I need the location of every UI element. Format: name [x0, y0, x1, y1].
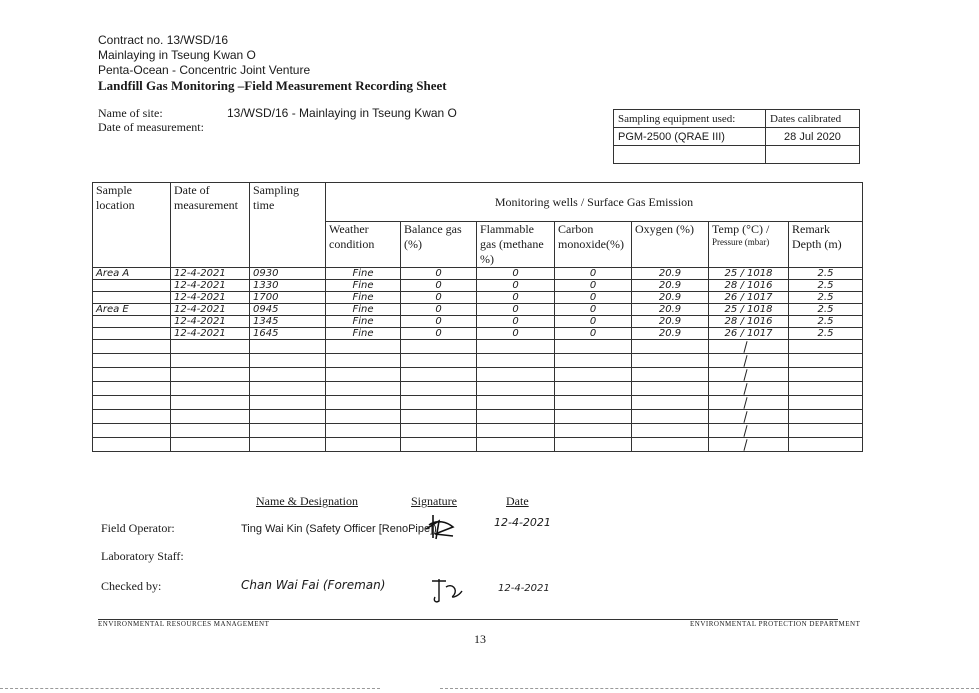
calibrated-empty-cell [766, 146, 860, 164]
cell-carbon: 0 [555, 328, 632, 340]
cell-weather: Fine [326, 280, 401, 292]
empty-row [93, 382, 863, 396]
temp-slash-mark [743, 425, 747, 437]
table-row [93, 304, 863, 316]
empty-cell [93, 410, 171, 424]
date-of-measurement-label: Date of measurement: [98, 120, 204, 134]
footer-left [98, 620, 269, 628]
empty-cell [632, 438, 709, 452]
checked-by-date: 12-4-2021 [498, 583, 550, 594]
cell-carbon: 0 [555, 280, 632, 292]
cell-temp-pressure: 25 / 1018 [709, 268, 789, 280]
empty-cell [477, 368, 555, 382]
empty-cell [326, 382, 401, 396]
scan-artifact-right [440, 688, 979, 690]
empty-cell [401, 382, 477, 396]
empty-cell [326, 410, 401, 424]
header-remark-depth: Remark Depth (m) [789, 222, 863, 268]
empty-cell [326, 424, 401, 438]
empty-cell [401, 354, 477, 368]
calibrated-header: Dates calibrated [766, 110, 860, 128]
header-balance-gas: Balance gas (%) [401, 222, 477, 268]
empty-cell [709, 354, 789, 368]
project-name: Mainlaying in Tseung Kwan O [98, 48, 256, 62]
field-operator-date: 12-4-2021 [494, 516, 551, 529]
cell-weather: Fine [326, 268, 401, 280]
empty-cell [709, 410, 789, 424]
cell-location: Area E [93, 304, 171, 316]
cell-time: 1330 [250, 280, 326, 292]
cell-flammable: 0 [477, 280, 555, 292]
empty-cell [555, 410, 632, 424]
site-name-value: 13/WSD/16 - Mainlaying in Tseung Kwan O [227, 106, 457, 120]
empty-cell [477, 382, 555, 396]
cell-flammable: 0 [477, 292, 555, 304]
cell-oxygen: 20.9 [632, 268, 709, 280]
cell-balance: 0 [401, 316, 477, 328]
empty-cell [93, 396, 171, 410]
empty-cell [326, 438, 401, 452]
temp-slash-mark [743, 341, 747, 353]
cell-flammable: 0 [477, 304, 555, 316]
cell-location [93, 328, 171, 340]
empty-row [93, 340, 863, 354]
empty-cell [326, 396, 401, 410]
empty-cell [326, 368, 401, 382]
table-row [93, 280, 863, 292]
cell-location [93, 316, 171, 328]
empty-cell [401, 396, 477, 410]
cell-weather: Fine [326, 304, 401, 316]
temp-slash-mark [743, 439, 747, 451]
cell-oxygen: 20.9 [632, 292, 709, 304]
cell-depth: 2.5 [789, 316, 863, 328]
cell-depth: 2.5 [789, 280, 863, 292]
empty-row [93, 410, 863, 424]
cell-date: 12-4-2021 [171, 268, 250, 280]
temp-slash-mark [743, 397, 747, 409]
empty-row [93, 438, 863, 452]
empty-cell [171, 410, 250, 424]
empty-cell [250, 438, 326, 452]
equipment-header: Sampling equipment used: [614, 110, 766, 128]
cell-flammable: 0 [477, 268, 555, 280]
empty-cell [477, 410, 555, 424]
cell-balance: 0 [401, 304, 477, 316]
empty-cell [171, 368, 250, 382]
signoff-signature-header: Signature [411, 494, 457, 508]
empty-row [93, 424, 863, 438]
empty-cell [555, 424, 632, 438]
cell-weather: Fine [326, 316, 401, 328]
header-date-of-measurement: Date of measurement [171, 183, 250, 268]
header-flammable-gas: Flammable gas (methane %) [477, 222, 555, 268]
measurement-table [92, 182, 863, 452]
empty-cell [555, 438, 632, 452]
temp-slash-mark [743, 355, 747, 367]
empty-cell [632, 368, 709, 382]
empty-cell [789, 438, 863, 452]
cell-time: 0930 [250, 268, 326, 280]
site-name-label: Name of site: [98, 106, 163, 120]
footer-right: ENVIRONMENTAL PROTECTION DEPARTMENT [690, 620, 861, 628]
empty-cell [789, 354, 863, 368]
empty-cell [93, 438, 171, 452]
calibrated-value: 28 Jul 2020 [766, 128, 860, 146]
empty-cell [477, 438, 555, 452]
empty-cell [93, 368, 171, 382]
cell-flammable: 0 [477, 316, 555, 328]
empty-cell [632, 382, 709, 396]
cell-time: 1700 [250, 292, 326, 304]
empty-cell [709, 368, 789, 382]
header-sample-location: Sample location [93, 183, 171, 268]
cell-location [93, 280, 171, 292]
cell-balance: 0 [401, 292, 477, 304]
cell-time: 1645 [250, 328, 326, 340]
empty-cell [171, 396, 250, 410]
cell-depth: 2.5 [789, 292, 863, 304]
empty-cell [789, 368, 863, 382]
cell-weather: Fine [326, 292, 401, 304]
equipment-table [613, 109, 860, 164]
empty-cell [632, 410, 709, 424]
temp-slash-mark [743, 369, 747, 381]
contractor-name: Penta-Ocean - Concentric Joint Venture [98, 63, 311, 77]
cell-weather: Fine [326, 328, 401, 340]
empty-cell [709, 340, 789, 354]
table-row [93, 292, 863, 304]
cell-temp-pressure: 26 / 1017 [709, 292, 789, 304]
temp-slash-mark [743, 383, 747, 395]
field-operator-name: Ting Wai Kin (Safety Officer [RenoPipe]) [241, 523, 437, 535]
empty-cell [250, 424, 326, 438]
empty-cell [326, 354, 401, 368]
header-temp-pressure [709, 222, 789, 268]
header-monitoring-group: Monitoring wells / Surface Gas Emission [326, 183, 863, 222]
cell-depth: 2.5 [789, 268, 863, 280]
empty-cell [555, 396, 632, 410]
cell-oxygen: 20.9 [632, 328, 709, 340]
cell-temp-pressure: 28 / 1016 [709, 316, 789, 328]
cell-date: 12-4-2021 [171, 328, 250, 340]
empty-cell [632, 340, 709, 354]
empty-cell [171, 438, 250, 452]
empty-cell [477, 354, 555, 368]
cell-location [93, 292, 171, 304]
empty-cell [250, 382, 326, 396]
cell-carbon: 0 [555, 304, 632, 316]
header-oxygen: Oxygen (%) [632, 222, 709, 268]
empty-cell [93, 340, 171, 354]
empty-cell [93, 382, 171, 396]
empty-cell [709, 382, 789, 396]
empty-cell [632, 354, 709, 368]
cell-date: 12-4-2021 [171, 316, 250, 328]
cell-carbon: 0 [555, 292, 632, 304]
empty-cell [326, 340, 401, 354]
cell-balance: 0 [401, 328, 477, 340]
checked-by-name: Chan Wai Fai (Foreman) [241, 578, 386, 592]
signoff-name-header: Name & Designation [256, 494, 358, 508]
cell-date: 12-4-2021 [171, 280, 250, 292]
empty-cell [401, 340, 477, 354]
empty-row [93, 354, 863, 368]
cell-date: 12-4-2021 [171, 292, 250, 304]
empty-cell [789, 410, 863, 424]
empty-cell [709, 396, 789, 410]
empty-row [93, 396, 863, 410]
empty-cell [555, 340, 632, 354]
empty-cell [632, 424, 709, 438]
cell-temp-pressure: 28 / 1016 [709, 280, 789, 292]
empty-cell [632, 396, 709, 410]
header-weather: Weather condition [326, 222, 401, 268]
empty-cell [93, 354, 171, 368]
empty-cell [171, 354, 250, 368]
empty-cell [250, 354, 326, 368]
empty-cell [93, 424, 171, 438]
equipment-empty-cell [614, 146, 766, 164]
cell-depth: 2.5 [789, 328, 863, 340]
field-operator-signature [423, 512, 459, 542]
empty-row [93, 368, 863, 382]
cell-depth: 2.5 [789, 304, 863, 316]
empty-cell [401, 438, 477, 452]
cell-time: 0945 [250, 304, 326, 316]
cell-temp-pressure: 25 / 1018 [709, 304, 789, 316]
table-row [93, 268, 863, 280]
page-number: 13 [474, 632, 486, 646]
header-sampling-time: Sampling time [250, 183, 326, 268]
empty-cell [250, 410, 326, 424]
scan-artifact-left [0, 688, 380, 690]
temp-slash-mark [743, 411, 747, 423]
cell-oxygen: 20.9 [632, 316, 709, 328]
cell-location: Area A [93, 268, 171, 280]
cell-oxygen: 20.9 [632, 280, 709, 292]
contract-number: Contract no. 13/WSD/16 [98, 33, 229, 47]
signoff-date-header: Date [506, 494, 529, 508]
laboratory-staff-label: Laboratory Staff: [101, 549, 184, 563]
empty-cell [401, 368, 477, 382]
footer-left-text: ENVIRONMENTAL RESOURCES MANAGEMENT [98, 620, 270, 628]
sheet-title: Landfill Gas Monitoring –Field Measurement Recording Sheet [98, 78, 447, 93]
empty-cell [709, 438, 789, 452]
cell-carbon: 0 [555, 268, 632, 280]
empty-cell [171, 382, 250, 396]
cell-oxygen: 20.9 [632, 304, 709, 316]
header-temp: Temp (°C) / [712, 222, 770, 236]
empty-cell [789, 340, 863, 354]
checked-by-signature [428, 574, 468, 604]
empty-cell [477, 424, 555, 438]
cell-time: 1345 [250, 316, 326, 328]
empty-cell [250, 368, 326, 382]
equipment-value: PGM-2500 (QRAE III) [614, 128, 766, 146]
empty-cell [250, 396, 326, 410]
empty-cell [555, 368, 632, 382]
empty-cell [789, 382, 863, 396]
empty-cell [789, 424, 863, 438]
table-row [93, 328, 863, 340]
empty-cell [709, 424, 789, 438]
empty-cell [555, 382, 632, 396]
cell-balance: 0 [401, 268, 477, 280]
empty-cell [401, 424, 477, 438]
empty-cell [789, 396, 863, 410]
table-row [93, 316, 863, 328]
empty-cell [477, 340, 555, 354]
empty-cell [250, 340, 326, 354]
cell-balance: 0 [401, 280, 477, 292]
cell-flammable: 0 [477, 328, 555, 340]
field-operator-label: Field Operator: [101, 521, 175, 535]
empty-cell [171, 340, 250, 354]
empty-cell [171, 424, 250, 438]
cell-carbon: 0 [555, 316, 632, 328]
empty-cell [477, 396, 555, 410]
cell-temp-pressure: 26 / 1017 [709, 328, 789, 340]
checked-by-label: Checked by: [101, 579, 162, 593]
header-pressure: Pressure (mbar) [712, 237, 770, 247]
header-carbon-monoxide: Carbon monoxide(%) [555, 222, 632, 268]
empty-cell [555, 354, 632, 368]
empty-cell [401, 410, 477, 424]
cell-date: 12-4-2021 [171, 304, 250, 316]
